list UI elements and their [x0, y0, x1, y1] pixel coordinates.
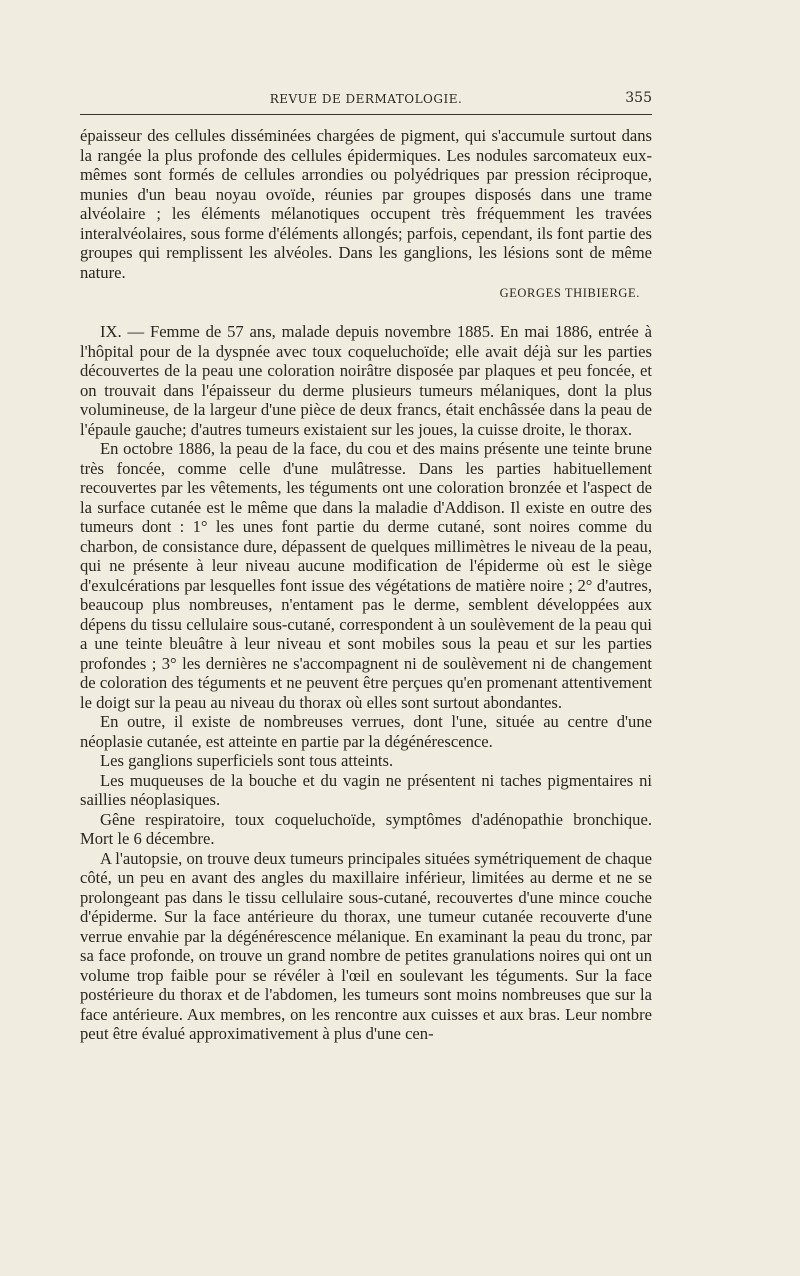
case-paragraph: Gêne respiratoire, toux coqueluchoïde, symptômes d'adénopathie bronchique. Mort le 6 décembre.: [80, 809, 652, 848]
case-paragraph: IX. — Femme de 57 ans, malade depuis novembre 1885. En mai 1886, entrée à l'hôpital pour de la dyspnée avec toux coqueluchoïde; elle avait déjà sur les parties découvertes de la peau une coloration noirâtre disposée par plaques et peu foncée, et on trouvait dans l'épaisseur du derme plusieurs tumeurs mélaniques, dont la plus volumineuse, de la largeur d'une pièce de deux francs, était enchâssée dans la peau de l'épaule gauche; d'autres tumeurs existaient sur les joues, la cuisse droite, le thorax.: [80, 322, 652, 439]
case-paragraph: A l'autopsie, on trouve deux tumeurs principales situées symétriquement de chaque côté, un peu en avant des angles du maxillaire inférieur, limitées au derme et ne se prolongeant pas dans le tissu cellulaire sous-cutané, recouvertes d'une mince couche d'épiderme. Sur la face antérieure du thorax, une tumeur cutanée recouverte d'une verrue envahie par la dégénérescence mélanique. En examinant la peau du tronc, par sa face profonde, on trouve un grand nombre de petites granulations noires qui ont un volume trop faible pour se révéler à l'œil en soulevant les téguments. Sur la face postérieure du thorax et de l'abdomen, les tumeurs sont moins nombreuses que sur la face antérieure. Aux membres, on les rencontre aux cuisses et aux bras. Leur nombre peut être évalué approximativement à plus d'une cen-: [80, 848, 652, 1043]
running-title: REVUE DE DERMATOLOGIE.: [269, 92, 463, 106]
header-rule: [80, 114, 652, 115]
case-paragraph: Les ganglions superficiels sont tous atteints.: [100, 751, 394, 770]
page-number: 355: [625, 90, 652, 106]
case-paragraph: En octobre 1886, la peau de la face, du cou et des mains présente une teinte brune très foncée, comme celle d'une mulâtresse. Dans les parties habituellement recouvertes par les vêtements, les téguments ont une coloration bronzée et l'aspect de la surface cutanée est le même que dans la maladie d'Addison. Il existe en outre des tumeurs dont : 1° les unes font partie du derme cutané, sont noires comme du charbon, de consistance dure, dépassent de quelques millimètres le niveau de la peau, qui ne présente à leur niveau aucune modification de l'épiderme où est le siège d'exulcérations par lesquelles font issue des végétations de matière noire ; 2° d'autres, beaucoup plus nombreuses, n'entament pas le derme, semblent développées aux dépens du tissu cellulaire sous-cutané, correspondent à un soulèvement de la peau qui a une teinte bleuâtre à leur niveau et sont mobiles sous la peau et sur les parties profondes ; 3° les dernières ne s'accompagnent ni de soulèvement ni de changement de coloration des téguments et ne peuvent être perçues qu'en promenant attentivement le doigt sur la peau au niveau du thorax où elles sont surtout abondantes.: [80, 439, 652, 712]
case-paragraph: En outre, il existe de nombreuses verrues, dont l'une, située au centre d'une néoplasie cutanée, est atteinte en partie par la dégénérescence.: [80, 712, 652, 751]
page-header: [78, 90, 654, 110]
section-gap: [80, 304, 652, 322]
body-text: [80, 126, 652, 1044]
author-signature: GEORGES THIBIERGE.: [499, 286, 640, 300]
case-paragraph: Les muqueuses de la bouche et du vagin ne présentent ni taches pigmentaires ni saillies néoplasiques.: [80, 770, 652, 809]
paragraph-continuation: épaisseur des cellules disséminées chargées de pigment, qui s'accumule surtout dans la rangée la plus profonde des cellules épidermiques. Les nodules sarcomateux eux-mêmes sont formés de cellules arrondies ou polyédriques par pression réciproque, munies d'un beau noyau ovoïde, réunies par groupes disposés dans une trame alvéolaire ; les éléments mélanotiques occupent très fréquemment les travées interalvéolaires, sous forme d'éléments allongés; parfois, cependant, ils font partie des groupes qui remplissent les alvéoles. Dans les ganglions, les lésions sont de même nature.: [80, 126, 652, 282]
